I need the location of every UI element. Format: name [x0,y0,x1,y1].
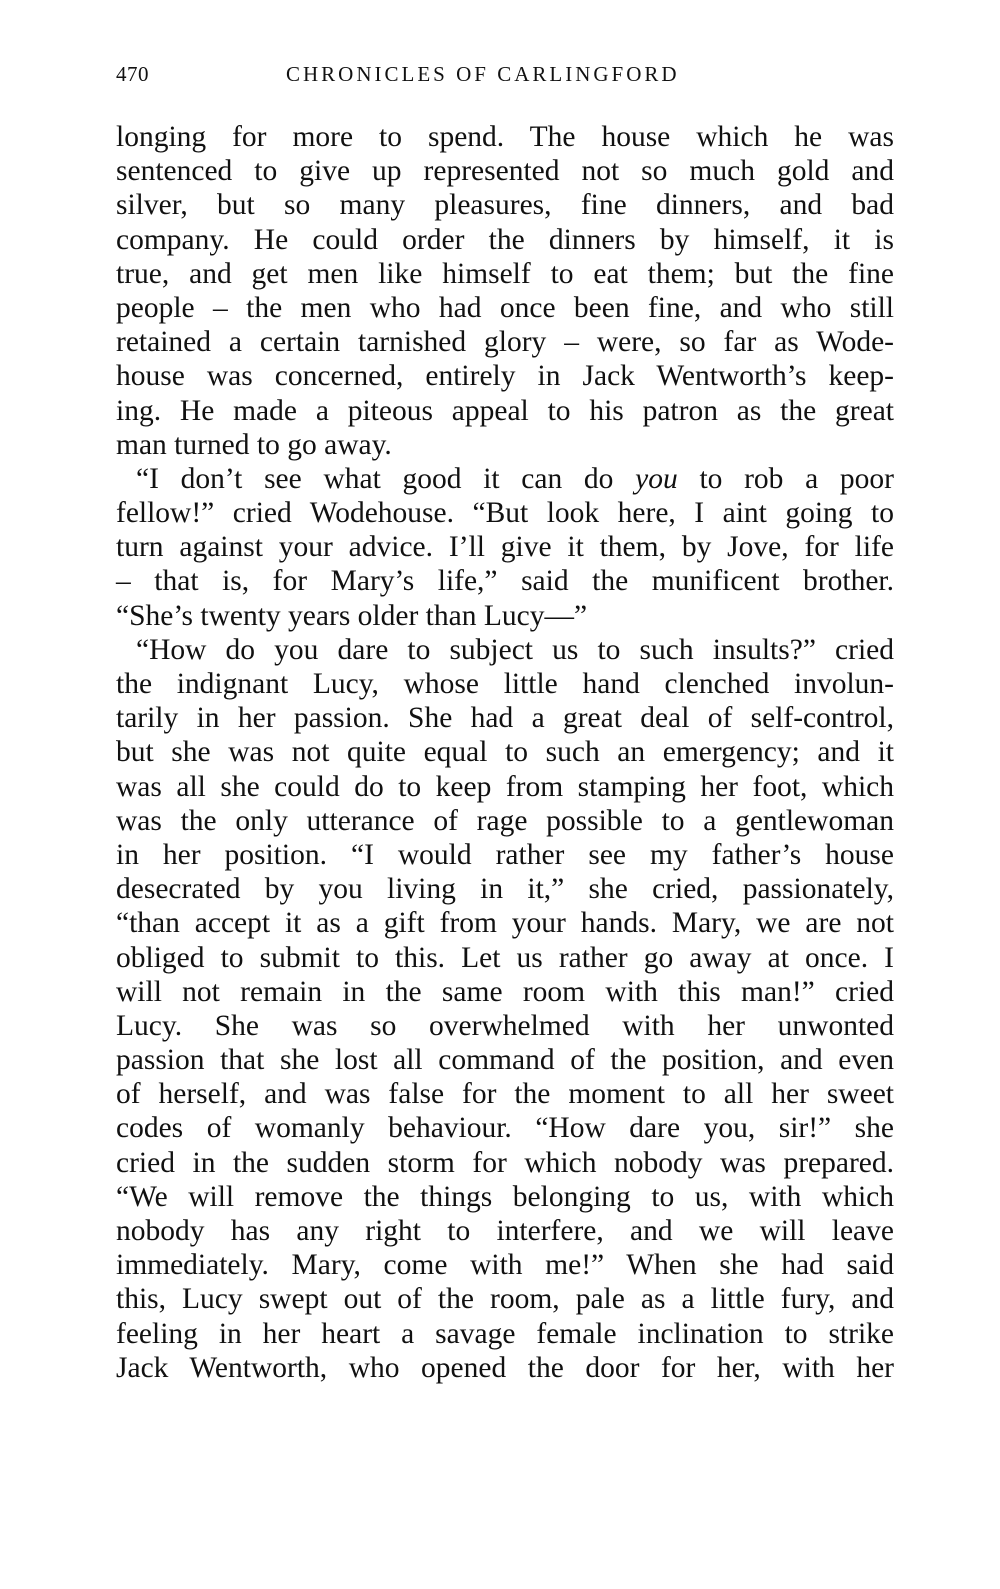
text-line: silver, but so many pleasures, fine dinners, and bad [116,189,894,222]
text-line: retained a certain tarnished glory – were, so far as Wode- [116,326,894,359]
running-title: CHRONICLES OF CARLINGFORD [286,62,680,86]
text-line: was the only utterance of rage possible to a gentlewoman [116,804,894,837]
text-line: obliged to submit to this. Let us rather go away at once. I [116,941,894,974]
text-line: longing for more to spend. The house which he was [116,121,894,153]
text-line: desecrated by you living in it,” she cried, passionately, [116,873,894,906]
paragraph [116,462,894,633]
text-line: – that is, for Mary’s life,” said the munificent brother. [116,565,894,598]
paragraph [116,633,894,1385]
text-line: Lucy. She was so overwhelmed with her unwonted [116,1009,894,1042]
text-line: but she was not quite equal to such an emergency; and it [116,736,894,769]
text-line: “We will remove the things belonging to us, with which [116,1180,894,1213]
text-line: of herself, and was false for the moment to all her sweet [116,1078,894,1111]
text-line: immediately. Mary, come with me!” When she had said [116,1249,894,1282]
text-line: passion that she lost all command of the position, and even [116,1044,894,1077]
text-line: feeling in her heart a savage female inclination to strike [116,1317,894,1350]
text-line: cried in the sudden storm for which nobody was prepared. [116,1146,894,1179]
text-fragment: to rob a poor [677,462,894,495]
italic-word: you [635,462,678,495]
page-number: 470 [116,62,149,86]
text-line: Jack Wentworth, who opened the door for her, with her [116,1351,894,1384]
text-line: sentenced to give up represented not so much gold and [116,155,894,188]
text-line: “than accept it as a gift from your hands. Mary, we are not [116,907,894,940]
text-line: will not remain in the same room with this man!” cried [116,975,894,1008]
text-line: true, and get men like himself to eat them; but the fine [116,257,894,290]
text-line: house was concerned, entirely in Jack Wentworth’s keep- [116,360,894,393]
text-line: people – the men who had once been fine, and who still [116,291,894,324]
text-line: in her position. “I would rather see my father’s house [116,838,894,871]
text-line: nobody has any right to interfere, and we will leave [116,1215,894,1247]
text-line: this, Lucy swept out of the room, pale as a little fury, and [116,1283,894,1316]
paragraph [116,120,894,462]
text-line: tarily in her passion. She had a great deal of self-control, [116,702,894,735]
text-line: the indignant Lucy, whose little hand clenched involun- [116,668,894,700]
text-line: “How do you dare to subject us to such insults?” cried [136,633,894,666]
text-line: man turned to go away. [116,428,392,461]
text-line: codes of womanly behaviour. “How dare you, sir!” she [116,1112,894,1145]
text-line: fellow!” cried Wodehouse. “But look here, I aint going to [116,497,894,530]
text-line: ing. He made a piteous appeal to his patron as the great [116,394,894,427]
text-line-with-italic [116,462,894,496]
running-header [116,62,896,96]
text-line: “She’s twenty years older than Lucy—” [116,599,588,632]
text-fragment: “I don’t see what good it can do [136,462,636,495]
body-text [116,120,894,1385]
text-line: was all she could do to keep from stamping her foot, which [116,770,894,803]
text-line: company. He could order the dinners by himself, it is [116,223,894,256]
text-line: turn against your advice. I’ll give it them, by Jove, for life [116,531,894,564]
